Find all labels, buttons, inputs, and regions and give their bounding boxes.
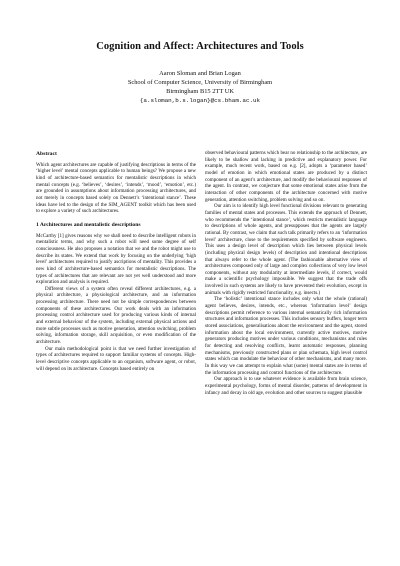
abstract-heading: Abstract — [36, 151, 57, 157]
section-1-heading: 1 Architectures and mentalistic descriptions — [36, 221, 141, 228]
section-1-paragraph: Different views of a system often reveal different architectures, e.g. a physical architecture, a physiological architecture, and an information processing architecture. There need not be simple correspondences between components of these architectures. Our work deals with an information processing control architecture used for producing various kinds of internal and external behaviour of the system, including external physical actions and more subtle processes such as motive generation, attention switching, problem solving, information storage, skill acquisition, or even modification of the architecture. — [36, 285, 196, 346]
right-column — [205, 150, 367, 396]
left-column — [36, 151, 196, 372]
body-paragraph: Our aim is to identify high level functional divisions relevant to generating families of mental states and processes. This extends the approach of Dennett, who recommends the ‘intentional stance’, which restricts mentalistic language to descriptions of whole agents, and presupposes that the agents are largely rational. By contrast, we claim that such talk primarily refers to an ‘information level’ architecture, close to the requirements specified by software engineers. This uses a design level of description which lies between physical levels (including physical design levels) of description and intentional descriptions that always refer to the whole agent. (The fashionable alternative view of architectures composed only of large and complex collections of very low level components, without any modularity at intermediate levels, if correct, would make a scientific psychology impossible. We suggest that the trade offs involved in such systems are likely to have prevented their evolution, except in animals with rigidly restricted functionality, e.g. insects.) — [205, 203, 367, 296]
paper-emails: {a.sloman,b.s.logan}@cs.bham.ac.uk — [139, 97, 261, 104]
body-paragraph: Our approach is to use whatever evidence is available from brain science, experimental psychology, forms of mental disorder, patterns of development in infancy and decay in old age, evolution and other sources to suggest plausible — [205, 376, 367, 396]
abstract-text: Which agent architectures are capable of justifying descriptions in terms of the ‘higher level’ mental concepts applicable to human beings? We propose a new kind of architecture-based semantics for mentalistic descriptions in which mental concepts (e.g. ‘believes’, ‘desires’, ‘intends’, ‘mood’, ‘emotion’, etc.) are grounded in assumptions about information processing architectures, and not merely in concepts based solely on Dennett’s ‘intentional stance’. These ideas have led to the design of the SIM_AGENT toolkit which has been used to explore a variety of such architectures. — [36, 161, 196, 215]
paper-authors: Aaron Sloman and Brian Logan — [159, 70, 241, 77]
paper-city: Birmingham B15 2TT UK — [166, 88, 234, 95]
paper-title: Cognition and Affect: Architectures and Tools — [96, 41, 304, 52]
paper-affiliation: School of Computer Science, University of Birmingham — [127, 79, 273, 86]
section-1-paragraph: Our main methodological point is that we need further investigation of types of architectures required to support familiar systems of concepts. High-level descriptive concepts applicable to an organism, software agent, or robot, will depend on its architecture. Concepts based entirely on — [36, 345, 196, 372]
body-paragraph: observed behavioural patterns which bear no relationship to the architecture, are likely to be shallow and lacking in predictive and explanatory power. For example, much recent work, based on e.g. [2], adopts a ‘parameter based’ model of emotion in which emotional states are produced by a distinct component of an agent’s architecture, and modify the behavioural responses of the agent. In contrast, we conjecture that some emotional states arise from the interaction of other components of the architecture concerned with motive generation, attention switching, problem solving and so on. — [205, 150, 367, 203]
body-paragraph: The ‘holistic’ intentional stance includes only what the whole (rational) agent believes, desires, intends, etc., whereas ‘information level’ design descriptions permit reference to various internal semantically rich information structures and information processes. This includes sensory buffers, longer term stored associations, generalisations about the environment and the agent, stored information about the local environment, currently active motives, motive generators producing motives under various conditions, mechanisms and rules for detecting and resolving conflicts, learnt automatic responses, planning mechanisms, previously constructed plans or plan schemata, high level control states which can modulate the behaviour of other mechanisms, and many more. In this way we can attempt to explain what (some) mental states are in terms of the information processing and control functions of the architecture. — [205, 296, 367, 376]
section-1-paragraph: McCarthy [1] gives reasons why we shall need to describe intelligent robots in mentalistic terms, and why such a robot will need some degree of self consciousness. He also proposes a notation that we and the robot might use to describe its states. We extend that work by focusing on the underlying ‘high level’ architectures required to justify ascriptions of mentality. This provides a new kind of architecture-based semantics for mentalistic descriptions. The types of architectures that are relevant are not yet well understood and more exploration and analysis is required. — [36, 232, 196, 286]
